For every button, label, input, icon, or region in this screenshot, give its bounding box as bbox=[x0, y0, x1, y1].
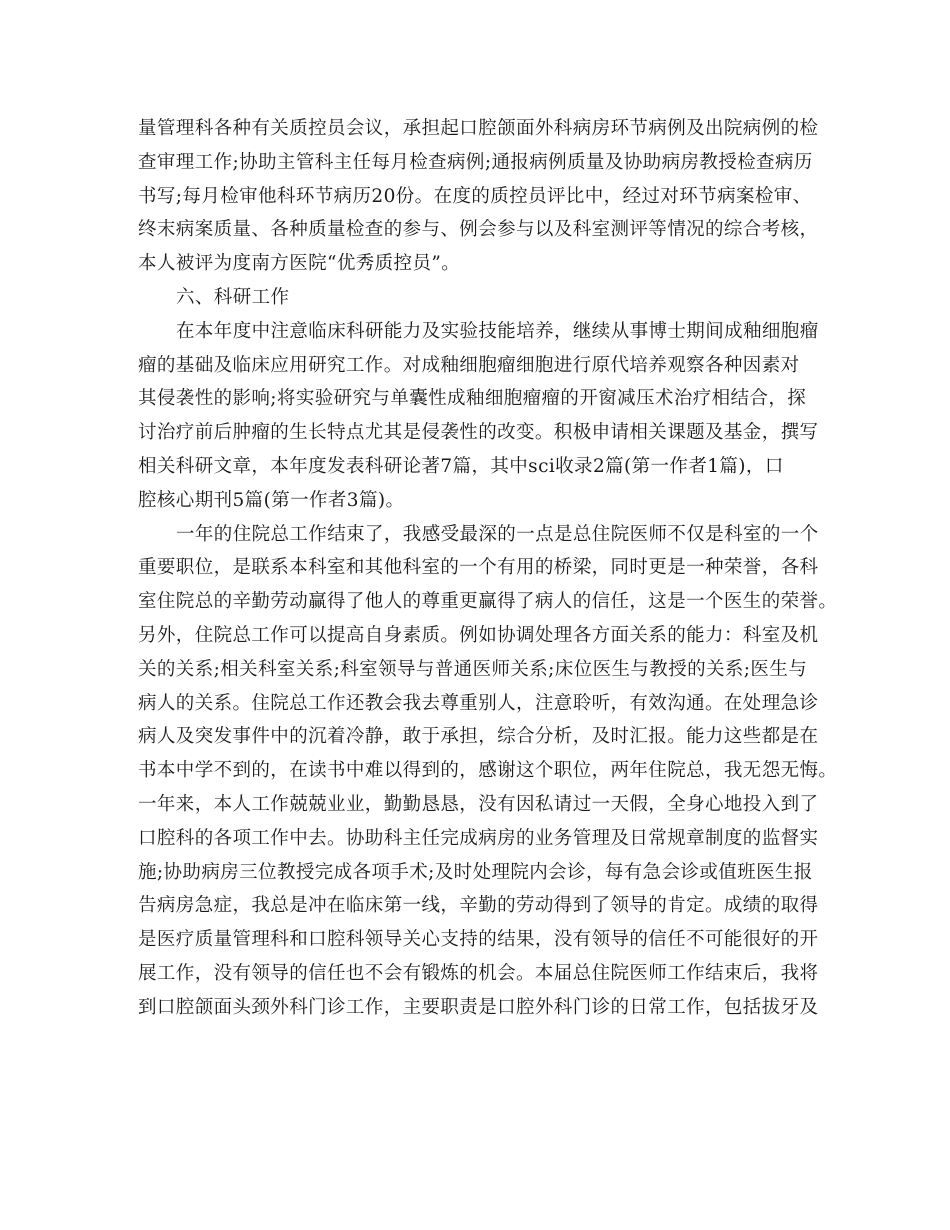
text-line: 一年的住院总工作结束了，我感受最深的一点是总住院医师不仅是科室的一个 bbox=[176, 523, 819, 545]
text-line: 本人被评为度南方医院“优秀质控员”。 bbox=[138, 253, 461, 275]
section-heading-research bbox=[138, 281, 814, 315]
section-heading: 六、科研工作 bbox=[176, 286, 290, 308]
text-line: 告病房急症，我总是冲在临床第一线，辛勤的劳动得到了领导的肯定。成绩的取得 bbox=[138, 895, 819, 917]
text-line: 另外，住院总工作可以提高自身素质。例如协调处理各方面关系的能力：科室及机 bbox=[138, 624, 819, 646]
text-line: 量管理科各种有关质控员会议，承担起口腔颌面外科病房环节病例及出院病例的检 bbox=[138, 118, 819, 139]
text-line: 病人及突发事件中的沉着冷静，敢于承担，综合分析，及时汇报。能力这些都是在 bbox=[138, 726, 819, 748]
text-line: 其侵袭性的影响;将实验研究与单囊性成釉细胞瘤瘤的开窗减压术治疗相结合，探 bbox=[138, 388, 807, 410]
text-line: 重要职位，是联系本科室和其他科室的一个有用的桥梁，同时更是一种荣誉，各科 bbox=[138, 557, 819, 579]
text-line: 相关科研文章，本年度发表科研论著7篇，其中sci收录2篇(第一作者1篇)，口 bbox=[138, 455, 784, 477]
text-line: 口腔科的各项工作中去。协助科主任完成病房的业务管理及日常规章制度的监督实 bbox=[138, 827, 819, 849]
text-line: 是医疗质量管理科和口腔科领导关心支持的结果，没有领导的信任不可能很好的开 bbox=[138, 929, 819, 951]
text-line: 瘤的基础及临床应用研究工作。对成釉细胞瘤细胞进行原代培养观察各种因素对 bbox=[138, 354, 800, 376]
text-line: 到口腔颌面头颈外科门诊工作，主要职责是口腔外科门诊的日常工作，包括拔牙及 bbox=[138, 996, 819, 1018]
text-line: 病人的关系。住院总工作还教会我去尊重别人，注意聆听，有效沟通。在处理急诊 bbox=[138, 692, 819, 714]
text-line: 腔核心期刊5篇(第一作者3篇)。 bbox=[138, 489, 405, 511]
text-line: 书写;每月检审他科环节病历20份。在度的质控员评比中，经过对环节病案检审、 bbox=[138, 185, 812, 207]
paragraph-quality-control bbox=[138, 112, 819, 281]
text-line: 一年来，本人工作兢兢业业，勤勤恳恳，没有因私请过一天假，全身心地投入到了 bbox=[138, 793, 819, 815]
text-line: 展工作，没有领导的信任也不会有锻炼的机会。本届总住院医师工作结束后，我将 bbox=[138, 962, 819, 984]
text-line: 终末病案质量、各种质量检查的参与、例会参与以及科室测评等情况的综合考核， bbox=[138, 219, 819, 241]
text-line: 讨治疗前后肿瘤的生长特点尤其是侵袭性的改变。积极申请相关课题及基金，撰写 bbox=[138, 422, 819, 444]
text-line: 室住院总的辛勤劳动赢得了他人的尊重更赢得了病人的信任，这是一个医生的荣誉。 bbox=[138, 591, 838, 613]
text-line: 关的关系;相关科室关系;科室领导与普通医师关系;床位医生与教授的关系;医生与 bbox=[138, 658, 808, 680]
document-body bbox=[138, 112, 838, 1025]
text-line: 书本中学不到的，在读书中难以得到的，感谢这个职位，两年住院总，我无怨无悔。 bbox=[138, 760, 838, 782]
paragraph-research bbox=[138, 315, 819, 518]
text-line: 查审理工作;协助主管科主任每月检查病例;通报病例质量及协助病房教授检查病历 bbox=[138, 151, 813, 173]
text-line: 在本年度中注意临床科研能力及实验技能培养，继续从事博士期间成釉细胞瘤 bbox=[176, 320, 819, 342]
paragraph-summary bbox=[138, 518, 838, 1025]
text-line: 施;协助病房三位教授完成各项手术;及时处理院内会诊，每有急会诊或值班医生报 bbox=[138, 861, 813, 883]
